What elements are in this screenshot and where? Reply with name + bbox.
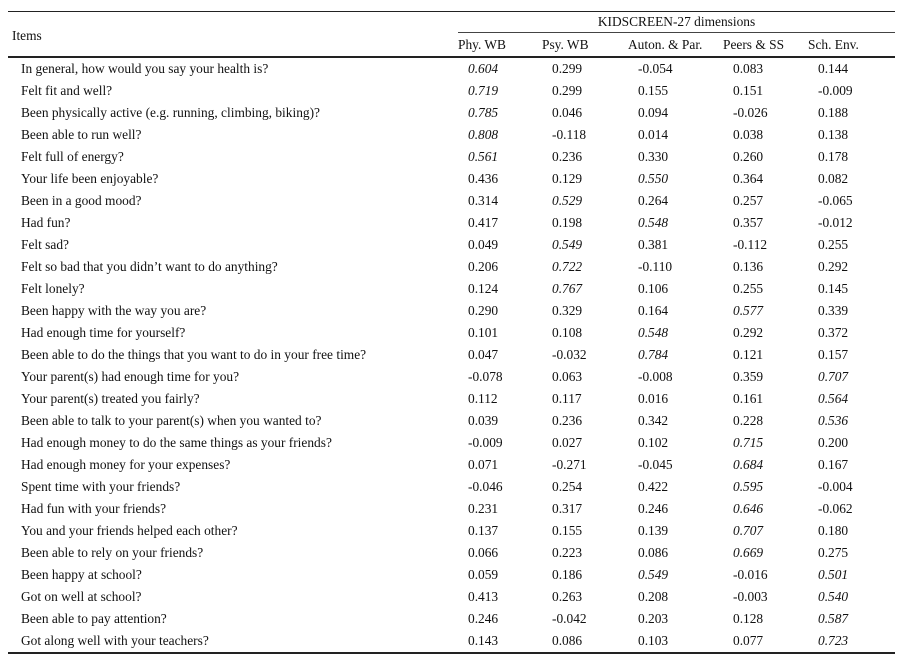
- table-row: [8, 256, 895, 278]
- loading-value: 0.071: [468, 457, 499, 473]
- item-label: In general, how would you say your health is?: [21, 61, 269, 77]
- loading-value: 0.255: [733, 281, 764, 297]
- table-row: [8, 498, 895, 520]
- loading-value: 0.117: [552, 391, 582, 407]
- item-label: Felt so bad that you didn’t want to do anything?: [21, 259, 278, 275]
- table-row: [8, 520, 895, 542]
- loading-value: 0.548: [638, 215, 669, 231]
- loading-value: 0.128: [733, 611, 764, 627]
- header-row-group: [8, 12, 895, 33]
- column-header-phy-wb: Phy. WB: [458, 36, 506, 52]
- table-row: [8, 146, 895, 168]
- loading-value: 0.330: [638, 149, 669, 165]
- item-label: Been able to talk to your parent(s) when you wanted to?: [21, 413, 322, 429]
- loading-value: 0.039: [468, 413, 499, 429]
- loading-value: 0.106: [638, 281, 669, 297]
- loading-value: 0.255: [818, 237, 849, 253]
- item-label: Had enough time for yourself?: [21, 325, 186, 341]
- loading-value: -0.008: [638, 369, 673, 385]
- loading-value: 0.208: [638, 589, 669, 605]
- loading-value: 0.339: [818, 303, 849, 319]
- table-row: [8, 608, 895, 630]
- loading-value: 0.767: [552, 281, 583, 297]
- loading-value: 0.101: [468, 325, 499, 341]
- loading-value: 0.155: [552, 523, 583, 539]
- item-label: Got along well with your teachers?: [21, 633, 209, 649]
- loading-value: 0.121: [733, 347, 764, 363]
- loading-value: -0.004: [818, 479, 853, 495]
- loading-value: 0.684: [733, 457, 764, 473]
- loading-value: 0.587: [818, 611, 849, 627]
- loading-value: 0.381: [638, 237, 669, 253]
- item-label: Felt sad?: [21, 237, 69, 253]
- loading-value: 0.077: [733, 633, 764, 649]
- table-row: [8, 542, 895, 564]
- table-row: [8, 344, 895, 366]
- table-row: [8, 586, 895, 608]
- loading-value: 0.246: [638, 501, 669, 517]
- table-row: [8, 168, 895, 190]
- loading-value: -0.065: [818, 193, 853, 209]
- loading-value: 0.102: [638, 435, 669, 451]
- item-label: Been able to do the things that you want to do in your free time?: [21, 347, 367, 363]
- loading-value: 0.136: [733, 259, 764, 275]
- item-label: You and your friends helped each other?: [21, 523, 238, 539]
- item-label: Had fun with your friends?: [21, 501, 167, 517]
- table-body: [8, 57, 895, 653]
- loading-value: 0.723: [818, 633, 849, 649]
- loading-value: -0.110: [638, 259, 673, 275]
- loading-value: 0.164: [638, 303, 669, 319]
- table-row: [8, 57, 895, 80]
- loading-value: 0.549: [638, 567, 669, 583]
- loading-value: -0.118: [552, 127, 587, 143]
- table-row: [8, 366, 895, 388]
- loading-value: 0.103: [638, 633, 669, 649]
- loading-value: -0.016: [733, 567, 768, 583]
- loading-value: 0.364: [733, 171, 764, 187]
- loading-value: 0.200: [818, 435, 849, 451]
- loading-value: 0.138: [818, 127, 849, 143]
- table-row: [8, 630, 895, 653]
- loading-value: 0.292: [733, 325, 764, 341]
- loading-value: 0.550: [638, 171, 669, 187]
- loading-value: 0.082: [818, 171, 849, 187]
- item-label: Had enough money to do the same things as your friends?: [21, 435, 332, 451]
- loading-value: 0.707: [818, 369, 849, 385]
- loading-value: 0.143: [468, 633, 499, 649]
- loading-value: 0.137: [468, 523, 499, 539]
- loading-value: 0.228: [733, 413, 764, 429]
- column-header-auton-par: Auton. & Par.: [628, 36, 703, 52]
- loading-value: 0.198: [552, 215, 583, 231]
- loading-value: 0.342: [638, 413, 669, 429]
- column-header-sch-env: Sch. Env.: [808, 36, 859, 52]
- loading-value: 0.049: [468, 237, 499, 253]
- loading-value: 0.086: [552, 633, 583, 649]
- loading-value: 0.669: [733, 545, 764, 561]
- item-label: Been able to run well?: [21, 127, 142, 143]
- loading-value: -0.009: [818, 83, 853, 99]
- loading-value: 0.027: [552, 435, 583, 451]
- loading-value: 0.139: [638, 523, 669, 539]
- loading-value: 0.314: [468, 193, 499, 209]
- loading-value: 0.719: [468, 83, 499, 99]
- loading-value: 0.501: [818, 567, 849, 583]
- loading-value: 0.604: [468, 61, 499, 77]
- loading-value: 0.357: [733, 215, 764, 231]
- item-label: Been happy with the way you are?: [21, 303, 207, 319]
- loading-value: 0.292: [818, 259, 849, 275]
- loading-value: 0.260: [733, 149, 764, 165]
- loading-value: 0.038: [733, 127, 764, 143]
- loading-value: 0.536: [818, 413, 849, 429]
- item-label: Your parent(s) had enough time for you?: [21, 369, 240, 385]
- loading-value: 0.014: [638, 127, 669, 143]
- item-label: Been able to rely on your friends?: [21, 545, 204, 561]
- loading-value: 0.108: [552, 325, 583, 341]
- loading-value: 0.564: [818, 391, 849, 407]
- item-label: Been able to pay attention?: [21, 611, 167, 627]
- column-header-peers-ss: Peers & SS: [723, 36, 785, 52]
- loading-value: 0.144: [818, 61, 849, 77]
- loading-value: 0.223: [552, 545, 583, 561]
- loading-value: -0.012: [818, 215, 853, 231]
- loading-value: 0.188: [818, 105, 849, 121]
- loading-value: 0.561: [468, 149, 499, 165]
- loading-value: 0.715: [733, 435, 764, 451]
- loading-value: -0.042: [552, 611, 587, 627]
- loading-value: -0.003: [733, 589, 768, 605]
- loading-value: 0.808: [468, 127, 499, 143]
- item-label: Spent time with your friends?: [21, 479, 181, 495]
- loading-value: 0.155: [638, 83, 669, 99]
- loading-value: 0.236: [552, 149, 583, 165]
- loading-value: 0.290: [468, 303, 499, 319]
- loading-value: 0.646: [733, 501, 764, 517]
- table-row: [8, 388, 895, 410]
- table-row: [8, 124, 895, 146]
- table-row: [8, 300, 895, 322]
- factor-loadings-table-container: [8, 11, 895, 654]
- loading-value: 0.129: [552, 171, 583, 187]
- loading-value: 0.086: [638, 545, 669, 561]
- loading-value: 0.047: [468, 347, 499, 363]
- item-label: Felt full of energy?: [21, 149, 124, 165]
- loading-value: -0.045: [638, 457, 673, 473]
- item-label: Been in a good mood?: [21, 193, 142, 209]
- table-row: [8, 564, 895, 586]
- item-label: Felt fit and well?: [21, 83, 113, 99]
- loading-value: -0.112: [733, 237, 768, 253]
- loading-value: 0.329: [552, 303, 583, 319]
- loading-value: 0.257: [733, 193, 764, 209]
- item-label: Been happy at school?: [21, 567, 142, 583]
- item-label: Been physically active (e.g. running, climbing, biking)?: [21, 105, 320, 121]
- item-label: Felt lonely?: [21, 281, 85, 297]
- loading-value: 0.236: [552, 413, 583, 429]
- loading-value: 0.784: [638, 347, 669, 363]
- loading-value: 0.549: [552, 237, 583, 253]
- items-column-header: Items: [12, 28, 42, 44]
- loading-value: 0.016: [638, 391, 669, 407]
- loading-value: 0.264: [638, 193, 669, 209]
- loading-value: 0.231: [468, 501, 499, 517]
- loading-value: 0.203: [638, 611, 669, 627]
- table-row: [8, 80, 895, 102]
- item-label: Had enough money for your expenses?: [21, 457, 231, 473]
- loading-value: 0.595: [733, 479, 764, 495]
- loading-value: 0.186: [552, 567, 583, 583]
- loading-value: 0.180: [818, 523, 849, 539]
- loading-value: 0.145: [818, 281, 849, 297]
- loading-value: 0.417: [468, 215, 499, 231]
- item-label: Your parent(s) treated you fairly?: [21, 391, 200, 407]
- loading-value: 0.066: [468, 545, 499, 561]
- loading-value: 0.112: [468, 391, 498, 407]
- loading-value: 0.707: [733, 523, 764, 539]
- loading-value: 0.046: [552, 105, 583, 121]
- table-row: [8, 190, 895, 212]
- loading-value: 0.299: [552, 61, 583, 77]
- loading-value: 0.161: [733, 391, 764, 407]
- factor-loadings-table: [8, 11, 895, 654]
- table-row: [8, 212, 895, 234]
- loading-value: 0.540: [818, 589, 849, 605]
- loading-value: 0.063: [552, 369, 583, 385]
- table-row: [8, 322, 895, 344]
- loading-value: 0.317: [552, 501, 583, 517]
- loading-value: 0.785: [468, 105, 499, 121]
- loading-value: -0.009: [468, 435, 503, 451]
- loading-value: 0.372: [818, 325, 849, 341]
- loading-value: 0.151: [733, 83, 764, 99]
- loading-value: 0.206: [468, 259, 499, 275]
- loading-value: 0.529: [552, 193, 583, 209]
- table-header: [8, 12, 895, 58]
- loading-value: 0.124: [468, 281, 499, 297]
- item-label: Had fun?: [21, 215, 71, 231]
- loading-value: -0.032: [552, 347, 587, 363]
- loading-value: 0.359: [733, 369, 764, 385]
- table-row: [8, 410, 895, 432]
- loading-value: 0.083: [733, 61, 764, 77]
- table-row: [8, 476, 895, 498]
- column-header-psy-wb: Psy. WB: [542, 36, 589, 52]
- table-row: [8, 454, 895, 476]
- loading-value: 0.059: [468, 567, 499, 583]
- loading-value: -0.078: [468, 369, 503, 385]
- loading-value: 0.722: [552, 259, 583, 275]
- loading-value: 0.422: [638, 479, 669, 495]
- loading-value: 0.167: [818, 457, 849, 473]
- loading-value: 0.299: [552, 83, 583, 99]
- loading-value: 0.246: [468, 611, 499, 627]
- item-label: Your life been enjoyable?: [21, 171, 159, 187]
- loading-value: 0.548: [638, 325, 669, 341]
- loading-value: 0.254: [552, 479, 583, 495]
- table-row: [8, 432, 895, 454]
- item-label: Got on well at school?: [21, 589, 142, 605]
- loading-value: -0.026: [733, 105, 768, 121]
- loading-value: -0.062: [818, 501, 853, 517]
- loading-value: 0.275: [818, 545, 849, 561]
- table-row: [8, 234, 895, 256]
- loading-value: 0.157: [818, 347, 849, 363]
- loading-value: -0.046: [468, 479, 503, 495]
- loading-value: 0.413: [468, 589, 499, 605]
- dimensions-group-header: KIDSCREEN-27 dimensions: [458, 12, 895, 33]
- loading-value: 0.577: [733, 303, 764, 319]
- loading-value: 0.178: [818, 149, 849, 165]
- table-row: [8, 102, 895, 124]
- loading-value: 0.436: [468, 171, 499, 187]
- table-row: [8, 278, 895, 300]
- loading-value: 0.094: [638, 105, 669, 121]
- loading-value: -0.054: [638, 61, 673, 77]
- loading-value: -0.271: [552, 457, 587, 473]
- loading-value: 0.263: [552, 589, 583, 605]
